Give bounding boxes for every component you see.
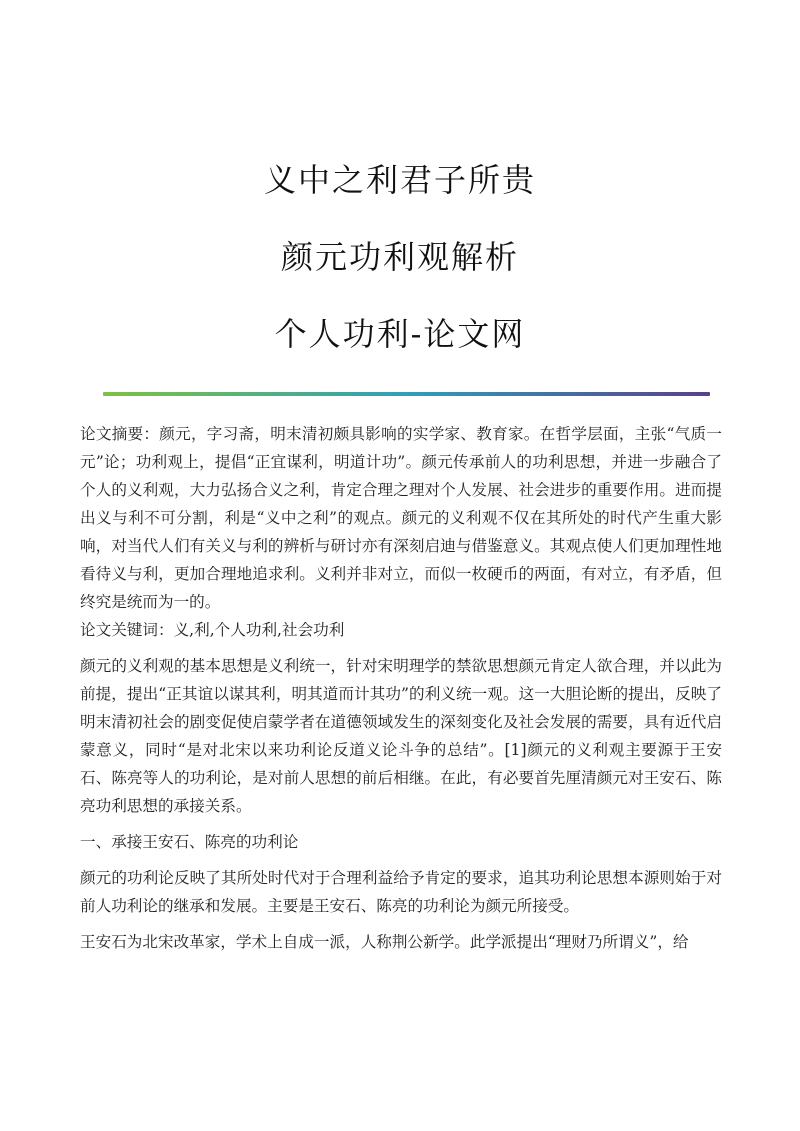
document-title: 义中之利君子所贵 (263, 161, 536, 199)
section-heading: 一、承接王安石、陈亮的功利论 (80, 833, 299, 851)
body-paragraph-1: 颜元的义利观的基本思想是义利统一，针对宋明理学的禁欲思想颜元肯定人欲合理，并以此为前提，提出“正其谊以谋其利，明其道而计其功”的利义统一观。这一大胆论断的提出，反映了明末清初社会的剧变促使启蒙学者在道德领域发生的深刻变化及社会发展的需要，具有近代启蒙意义，同时“是对北宋以来功利论反道义论斗争的总结”。[1]颜元的义利观主要源于王安石、陈亮等人的功利论，是对前人思想的前后相继。在此，有必要首先厘清颜元对王安石、陈亮功利思想的承接关系。 (80, 657, 722, 815)
abstract-paragraph: 论文摘要：颜元，字习斋，明末清初颇具影响的实学家、教育家。在哲学层面，主张“气质一元”论；功利观上，提倡“正宜谋利，明道计功”。颜元传承前人的功利思想，并进一步融合了个人的义利观，大力弘扬合义之利，肯定合理之理对个人发展、社会进步的重要作用。进而提出义与利不可分割，利是“义中之利”的观点。颜元的义利观不仅在其所处的时代产生重大影响，对当代人们有关义与利的辨析与研讨亦有深刻启迪与借鉴意义。其观点使人们更加理性地看待义与利，更加合理地追求利。义利并非对立，而似一枚硬币的两面，有对立，有矛盾，但终究是统而为一的。 (80, 425, 722, 611)
document-subtitle: 颜元功利观解析 (280, 238, 519, 276)
gradient-divider (103, 392, 710, 396)
body-paragraph-3: 王安石为北宋改革家，学术上自成一派，人称荆公新学。此学派提出“理财乃所谓义”，给 (80, 933, 689, 951)
keywords-line: 论文关键词：义,利,个人功利,社会功利 (80, 621, 345, 639)
document-body (80, 420, 722, 956)
title-block (0, 160, 800, 391)
document-source-line: 个人功利-论文网 (274, 315, 526, 353)
body-paragraph-2: 颜元的功利论反映了其所处时代对于合理利益给予肯定的要求，追其功利论思想本源则始于对前人功利论的继承和发展。主要是王安石、陈亮的功利论为颜元所接受。 (80, 869, 722, 915)
